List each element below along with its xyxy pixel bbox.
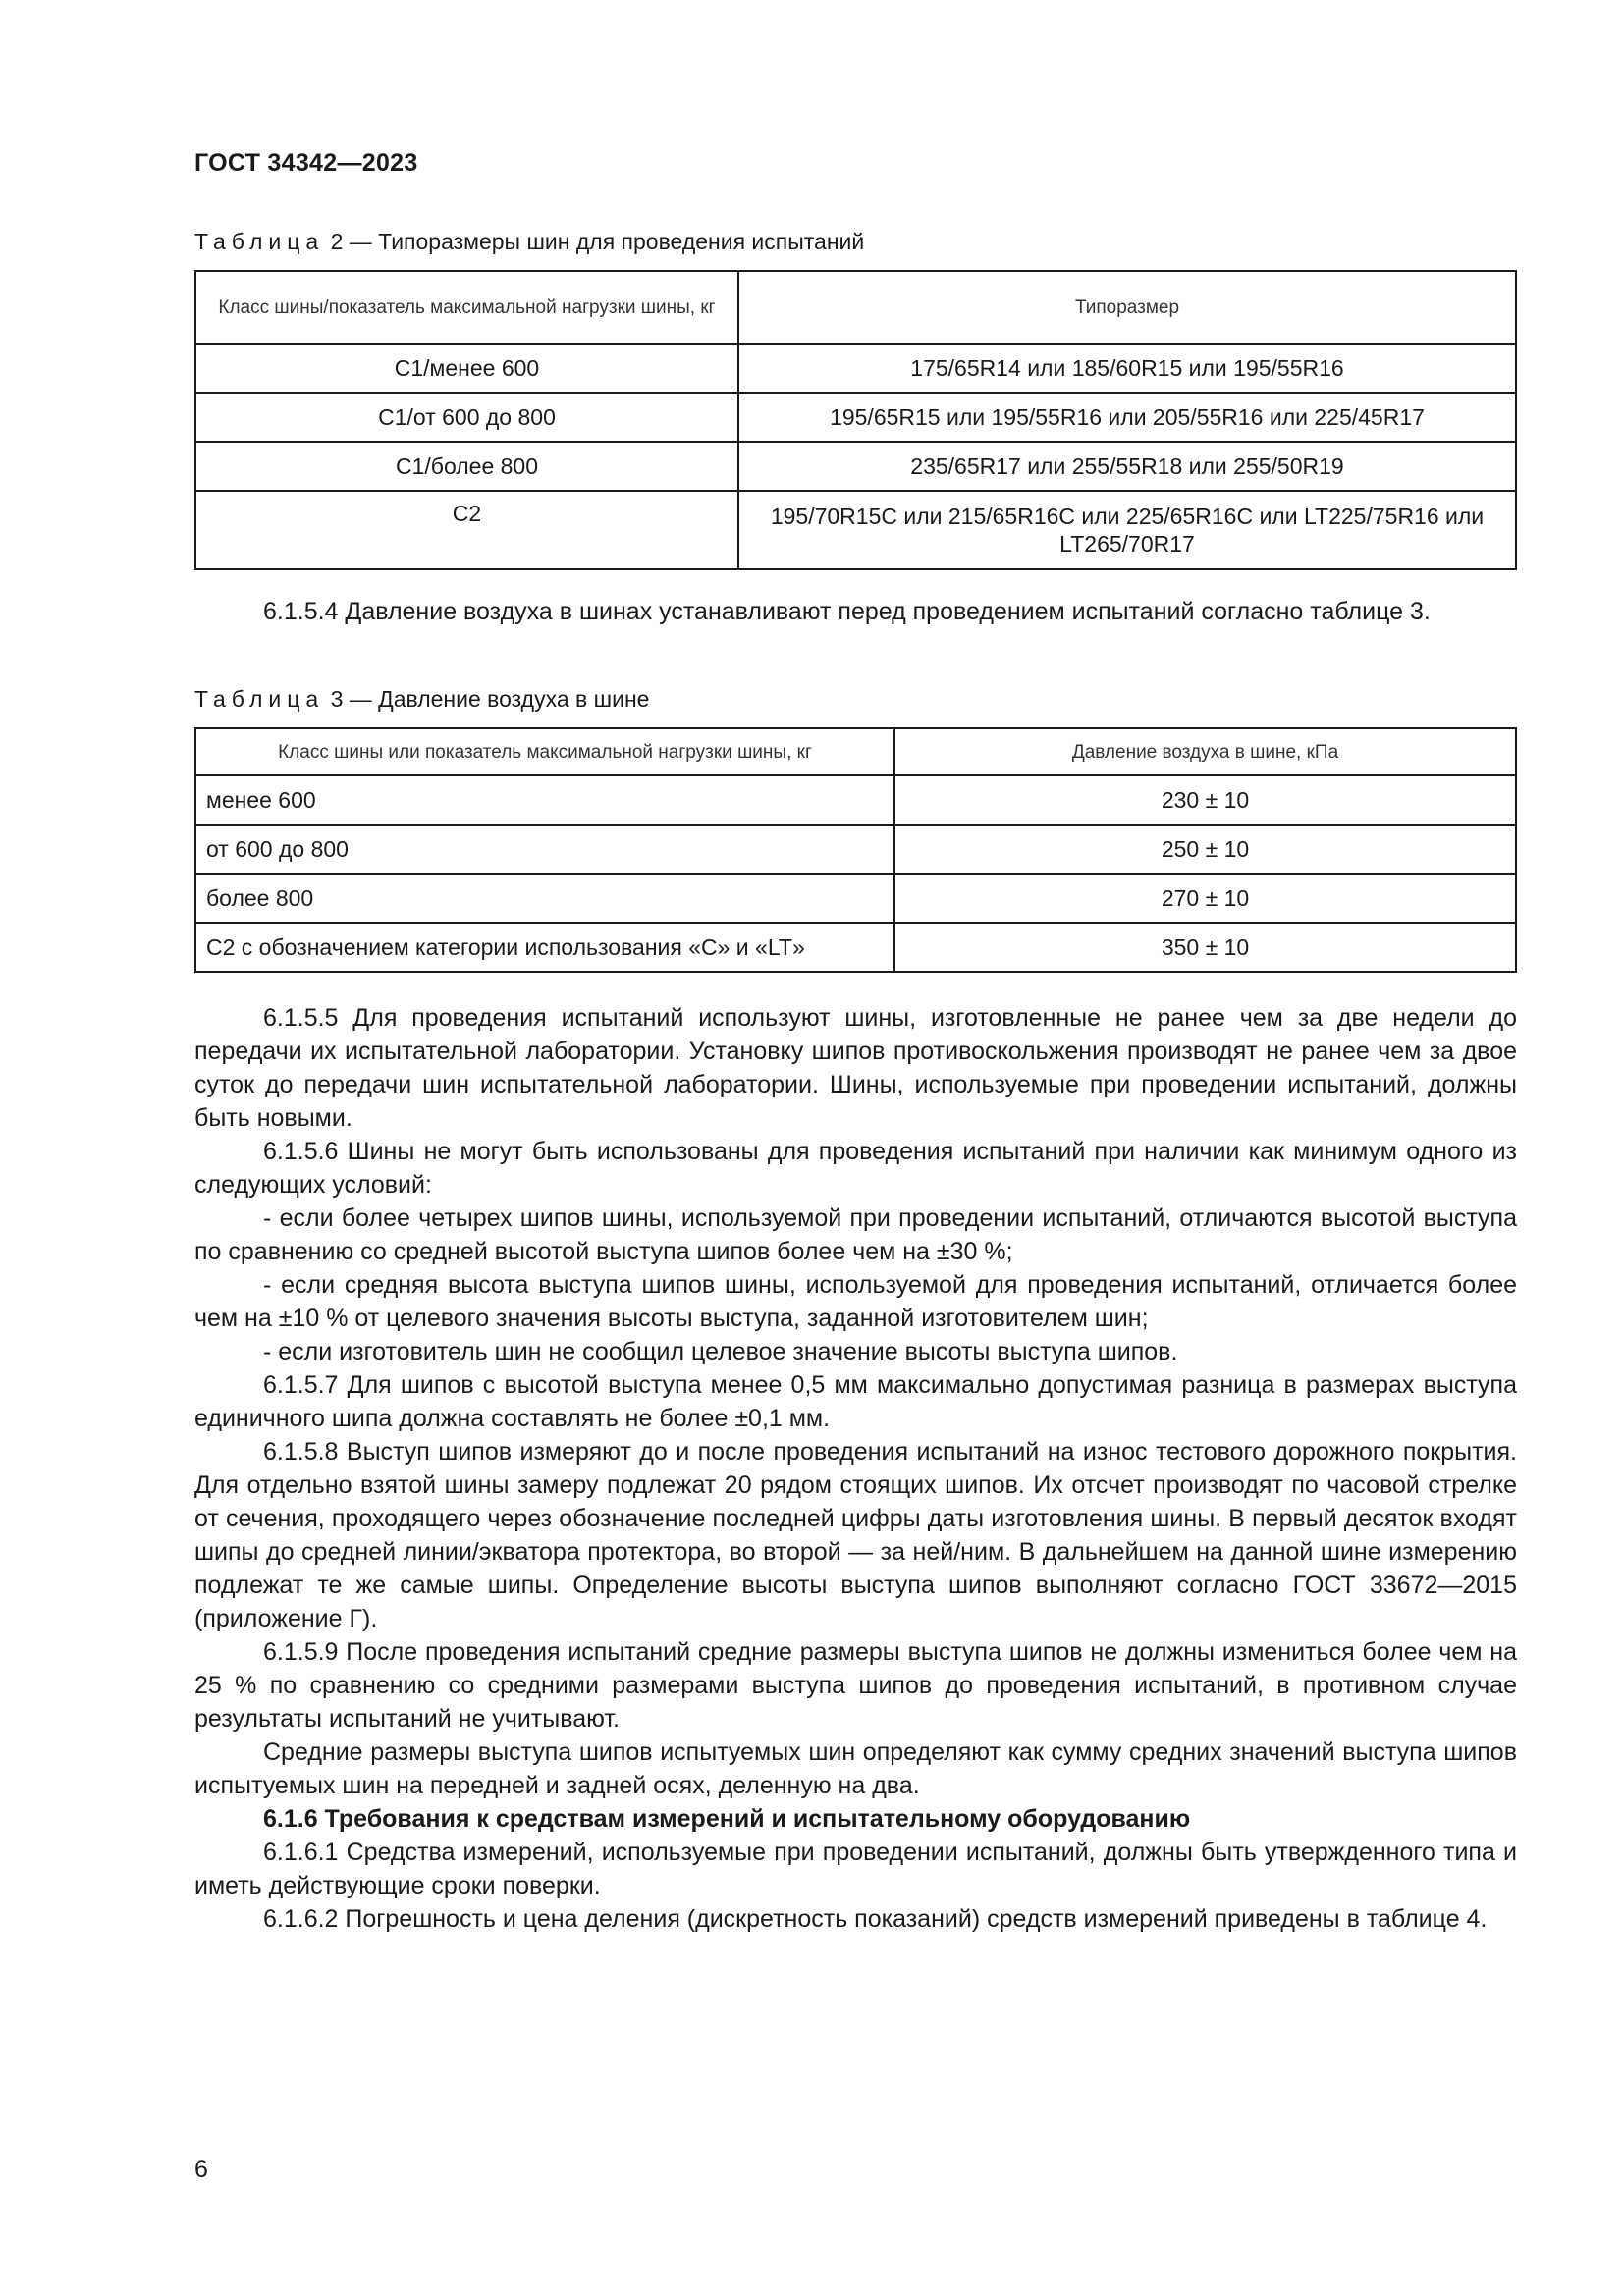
table-cell: 175/65R14 или 185/60R15 или 195/55R16 bbox=[738, 344, 1516, 393]
table-cell: менее 600 bbox=[195, 775, 894, 825]
paragraph-6159: 6.1.5.9 После проведения испытаний средние размеры выступа шипов не должны измениться более чем на 25 % по сравнению со средними размерами выступа шипов до проведения испытаний, в противном случае результаты испытаний не учитывают. bbox=[194, 1638, 1517, 1733]
paragraph-6162: 6.1.6.2 Погрешность и цена деления (дискретность показаний) средств измерений приведены в таблице 4. bbox=[263, 1905, 1488, 1933]
list-item: - если изготовитель шин не сообщил целевое значение высоты выступа шипов. bbox=[263, 1338, 1178, 1365]
table-cell: более 800 bbox=[195, 874, 894, 923]
table-cell: С1/менее 600 bbox=[195, 344, 738, 393]
table-row bbox=[195, 344, 1516, 393]
list-item: - если более четырех шипов шины, используемой при проведении испытаний, отличаются высотой выступа по сравнению со средней высотой выступа шипов более чем на ±30 %; bbox=[194, 1204, 1517, 1265]
table-cell: С1/более 800 bbox=[195, 442, 738, 491]
table-cell: 235/65R17 или 255/55R18 или 255/50R19 bbox=[738, 442, 1516, 491]
paragraph-average: Средние размеры выступа шипов испытуемых шин определяют как сумму средних значений выступа шипов испытуемых шин на передней и задней осях, деленную на два. bbox=[194, 1738, 1517, 1799]
section-heading-616: 6.1.6 Требования к средствам измерений и испытательному оборудованию bbox=[263, 1805, 1191, 1833]
table2-caption bbox=[194, 228, 864, 255]
table3-header-cell: Класс шины или показатель максимальной нагрузки шины, кг bbox=[195, 728, 894, 775]
list-item: - если средняя высота выступа шипов шины, используемой для проведения испытаний, отличается более чем на ±10 % от целевого значения высоты выступа, заданной изготовителем шин; bbox=[194, 1271, 1517, 1332]
table-cell: 270 ± 10 bbox=[894, 874, 1516, 923]
table3-caption bbox=[194, 685, 649, 713]
table-cell: С2 bbox=[195, 491, 738, 569]
table2-header-row bbox=[195, 271, 1516, 344]
table-row bbox=[195, 442, 1516, 491]
table-row bbox=[195, 775, 1516, 825]
table2-header-cell: Типоразмер bbox=[738, 271, 1516, 344]
table-row bbox=[195, 874, 1516, 923]
table-cell: 230 ± 10 bbox=[894, 775, 1516, 825]
table-cell: 195/70R15C или 215/65R16C или 225/65R16C или LT225/75R16 или LT265/70R17 bbox=[738, 491, 1516, 569]
table-cell: 250 ± 10 bbox=[894, 825, 1516, 874]
paragraph-6158: 6.1.5.8 Выступ шипов измеряют до и после проведения испытаний на износ тестового дорожного покрытия. Для отдельно взятой шины замеру подлежат 20 рядом стоящих шипов. Их отсчет производят по часовой стрелке от сечения, проходящего через обозначение последней цифры даты изготовления шины. В первый десяток входят шипы до средней линии/экватора протектора, во второй — за ней/ним. В дальнейшем на данной шине измерению подлежат те же самые шипы. Определение высоты выступа шипов выполняют согласно ГОСТ 33672—2015 (приложение Г). bbox=[194, 1438, 1517, 1632]
table-row bbox=[195, 393, 1516, 442]
table3-caption-text: 3 — Давление воздуха в шине bbox=[330, 686, 650, 712]
paragraph-6161: 6.1.6.1 Средства измерений, используемые при проведении испытаний, должны быть утвержденного типа и иметь действующие сроки поверки. bbox=[194, 1839, 1517, 1899]
paragraph-6156: 6.1.5.6 Шины не могут быть использованы для проведения испытаний при наличии как минимум одного из следующих условий: bbox=[194, 1138, 1517, 1199]
paragraph: 6.1.5.4 Давление воздуха в шинах устанавливают перед проведением испытаний согласно таблице 3. bbox=[263, 598, 1431, 625]
paragraph-6155: 6.1.5.5 Для проведения испытаний используют шины, изготовленные не ранее чем за две недели до передачи их испытательной лаборатории. Установку шипов противоскольжения производят не ранее чем за двое суток до передачи шин испытательной лаборатории. Шины, используемые при проведении испытаний, должны быть новыми. bbox=[194, 1004, 1517, 1132]
document-code: ГОСТ 34342—2023 bbox=[194, 149, 418, 177]
page-number: 6 bbox=[194, 2156, 208, 2183]
table2-header-cell: Класс шины/показатель максимальной нагрузки шины, кг bbox=[195, 271, 738, 344]
table-cell: С2 с обозначением категории использования «С» и «LT» bbox=[195, 923, 894, 972]
table-row bbox=[195, 491, 1516, 569]
paragraph-6157: 6.1.5.7 Для шипов с высотой выступа менее 0,5 мм максимально допустимая разница в размерах выступа единичного шипа должна составлять не более ±0,1 мм. bbox=[194, 1371, 1517, 1432]
table3-caption-label: Таблица bbox=[194, 686, 325, 712]
table2 bbox=[194, 270, 1517, 570]
main-text bbox=[194, 1001, 1517, 1936]
table-cell: С1/от 600 до 800 bbox=[195, 393, 738, 442]
table2-caption-label: Таблица bbox=[194, 229, 325, 254]
table-cell: от 600 до 800 bbox=[195, 825, 894, 874]
table3-header-row bbox=[195, 728, 1516, 775]
table2-caption-text: 2 — Типоразмеры шин для проведения испытаний bbox=[330, 229, 865, 254]
table3-header-cell: Давление воздуха в шине, кПа bbox=[894, 728, 1516, 775]
table-row bbox=[195, 923, 1516, 972]
table-cell: 350 ± 10 bbox=[894, 923, 1516, 972]
table-cell: 195/65R15 или 195/55R16 или 205/55R16 или 225/45R17 bbox=[738, 393, 1516, 442]
table-row bbox=[195, 825, 1516, 874]
table3 bbox=[194, 727, 1517, 973]
section-6154 bbox=[194, 595, 1517, 628]
